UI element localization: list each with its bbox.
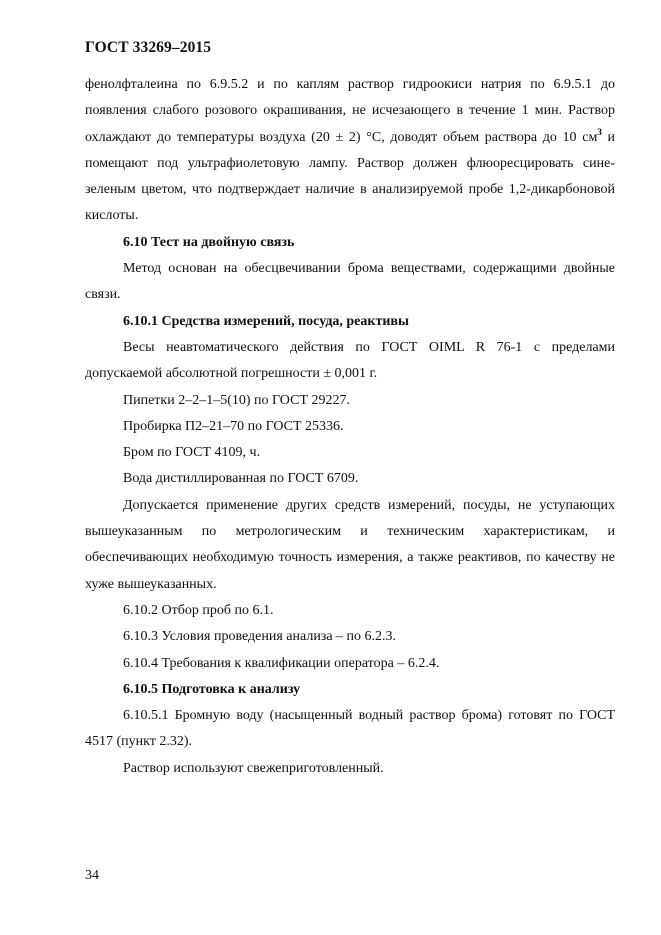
page-number: 34 bbox=[85, 868, 99, 883]
paragraph-fresh-solution: Раствор используют свежеприготовленный. bbox=[123, 760, 384, 776]
paragraph-6-10-5-1: 6.10.5.1 Бромную воду (насыщенный водный раствор брома) готовят по ГОСТ 4517 (пункт 2.32). bbox=[85, 708, 615, 750]
section-heading-6-10: 6.10 Тест на двойную связь bbox=[123, 234, 295, 250]
paragraph-water: Вода дистиллированная по ГОСТ 6709. bbox=[123, 471, 359, 487]
paragraph-scales: Весы неавтоматического действия по ГОСТ OIML R 76-1 с пределами допускаемой абсолютной погрешности ± 0,001 г. bbox=[85, 339, 615, 382]
paragraph-pipettes: Пипетки 2–2–1–5(10) по ГОСТ 29227. bbox=[123, 392, 350, 408]
paragraph-6-10-2: 6.10.2 Отбор проб по 6.1. bbox=[123, 602, 274, 618]
document-body bbox=[85, 72, 615, 782]
superscript-exponent: 3 bbox=[597, 126, 602, 137]
paragraph-6-10-4: 6.10.4 Требования к квалификации оператора – 6.2.4. bbox=[123, 655, 440, 671]
section-heading-6-10-5: 6.10.5 Подготовка к анализу bbox=[123, 681, 301, 697]
paragraph-method: Метод основан на обесцвечивании брома веществами, содержащими двойные связи. bbox=[85, 261, 615, 303]
paragraph-text-part-2: и помещают под ультрафиолетовую лампу. Раствор должен флюоресцировать сине-зеленым цветом, что подтверждает наличие в анализируемой пробе 1,2-дикарбоновой кислоты. bbox=[85, 129, 615, 224]
paragraph-allowed: Допускается применение других средств измерений, посуды, не уступающих вышеуказанным по метрологическим и техническим характеристикам, и обеспечивающих необходимую точность измерения, а также реактивов, по качеству не хуже вышеуказанных. bbox=[85, 497, 615, 592]
document-header: ГОСТ 33269–2015 bbox=[85, 39, 212, 56]
paragraph-text-part-1: фенолфталеина по 6.9.5.2 и по каплям раствор гидроокиси натрия по 6.9.5.1 до появления слабого розового окрашивания, не исчезающего в течение 1 мин. Раствор охлаждают до температуры воздуха (20 ± 2) °С, доводят объем раствора до 10 см bbox=[85, 77, 615, 145]
paragraph-continuation bbox=[85, 72, 615, 230]
section-heading-6-10-1: 6.10.1 Средства измерений, посуда, реактивы bbox=[123, 313, 409, 329]
paragraph-brom: Бром по ГОСТ 4109, ч. bbox=[123, 445, 261, 461]
paragraph-tube: Пробирка П2–21–70 по ГОСТ 25336. bbox=[123, 418, 344, 434]
paragraph-6-10-3: 6.10.3 Условия проведения анализа – по 6.2.3. bbox=[123, 629, 397, 645]
